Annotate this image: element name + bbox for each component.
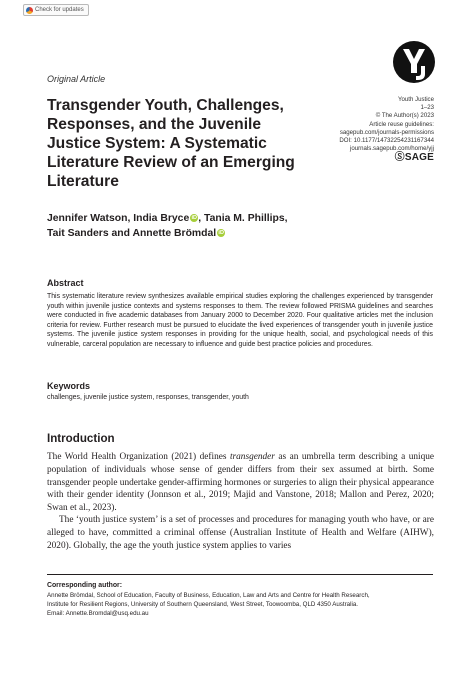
journal-home-link[interactable]: journals.sagepub.com/home/yjj — [349, 145, 434, 153]
corr-line-1: Annette Brömdal, School of Education, Faculty of Business, Education, Law and Arts and Centre for Health Research, — [47, 592, 370, 599]
authors-line1: Jennifer Watson, India Bryce — [47, 213, 190, 224]
journal-meta — [320, 96, 434, 163]
corr-email[interactable]: Email: Annette.Bromdal@usq.edu.au — [47, 610, 149, 618]
publisher-logo: ⓈSAGE — [394, 152, 434, 164]
article-title: Transgender Youth, Challenges, Responses, and the Juvenile Justice System: A Systematic Literature Review of an Emerging Literature — [47, 97, 295, 190]
corresponding-author-details — [47, 591, 437, 619]
article-type: Original Article — [47, 74, 106, 84]
sage-icon: Ⓢ — [394, 152, 405, 164]
updates-icon — [26, 7, 33, 14]
corr-line-2: Institute for Resilient Regions, University of Southern Queensland, West Street, Toowoomba, QLD 4350 Australia. — [47, 601, 359, 609]
copyright: © The Author(s) 2023 — [375, 112, 434, 120]
check-for-updates-label: Check for updates — [35, 7, 84, 13]
check-for-updates-badge[interactable] — [23, 4, 89, 16]
authors-line2: Tait Sanders and Annette Brömdal — [47, 228, 217, 239]
orcid-icon[interactable]: iD — [218, 230, 224, 236]
reuse-link[interactable]: sagepub.com/journals-permissions — [339, 128, 434, 136]
youth-justice-logo-icon — [392, 40, 436, 84]
keywords-text: challenges, juvenile justice system, responses, transgender, youth — [47, 394, 249, 401]
reuse-label: Article reuse guidelines: — [369, 120, 434, 128]
journal-pages: 1–23 — [420, 104, 434, 112]
abstract-text: This systematic literature review synthesizes available empirical studies exploring the challenges experienced by transgender youth within juvenile justice contexts and systems responses to them. The review followed PRISMA guidelines and searches were conducted in five academic databases from January 2000 to December 2020. Four qualitative articles met the inclusion criteria for review. Further research must be pursued to elucidate the lived experiences of transgender youth in juvenile justice systems. The juvenile justice system responses in providing for the unique health, social, and psychological needs of this vulnerable, carceral population are necessary to influence and guide best practice policies and procedures. — [47, 293, 433, 348]
doi-link[interactable]: DOI: 10.1177/14732254231167344 — [339, 137, 434, 145]
term-transgender: transgender — [229, 452, 275, 462]
corresponding-author-heading: Corresponding author: — [47, 582, 123, 589]
abstract-heading: Abstract — [47, 278, 84, 288]
author-list — [47, 211, 347, 241]
keywords-heading: Keywords — [47, 381, 91, 391]
footnote-divider — [47, 574, 433, 575]
intro-paragraph-2: The ‘youth justice system’ is a set of processes and procedures for managing youth who have, or are alleged to have, committed a criminal offense (Australian Institute of Health and Welfare (AIHW), 2020). Globally, the age the youth justice system applies to varies — [47, 515, 434, 551]
introduction-heading: Introduction — [47, 432, 115, 445]
intro-paragraph-1: The World Health Organization (2021) defines transgender as an umbrella term describing a unique population of individuals whose sense of gender differs from their sex assumed at birth. Some transgender people undertake gender-affirming hormones or surgeries to align their physical appearance with their gender identity (Jonnson et al., 2019; Majid and Vanstone, 2018; Mallon and Perez, 2020; Swan et al., 2023). — [47, 452, 435, 514]
journal-name: Youth Justice — [397, 96, 434, 103]
orcid-icon[interactable]: iD — [191, 215, 197, 221]
authors-line1b: , Tania M. Phillips, — [198, 213, 288, 224]
